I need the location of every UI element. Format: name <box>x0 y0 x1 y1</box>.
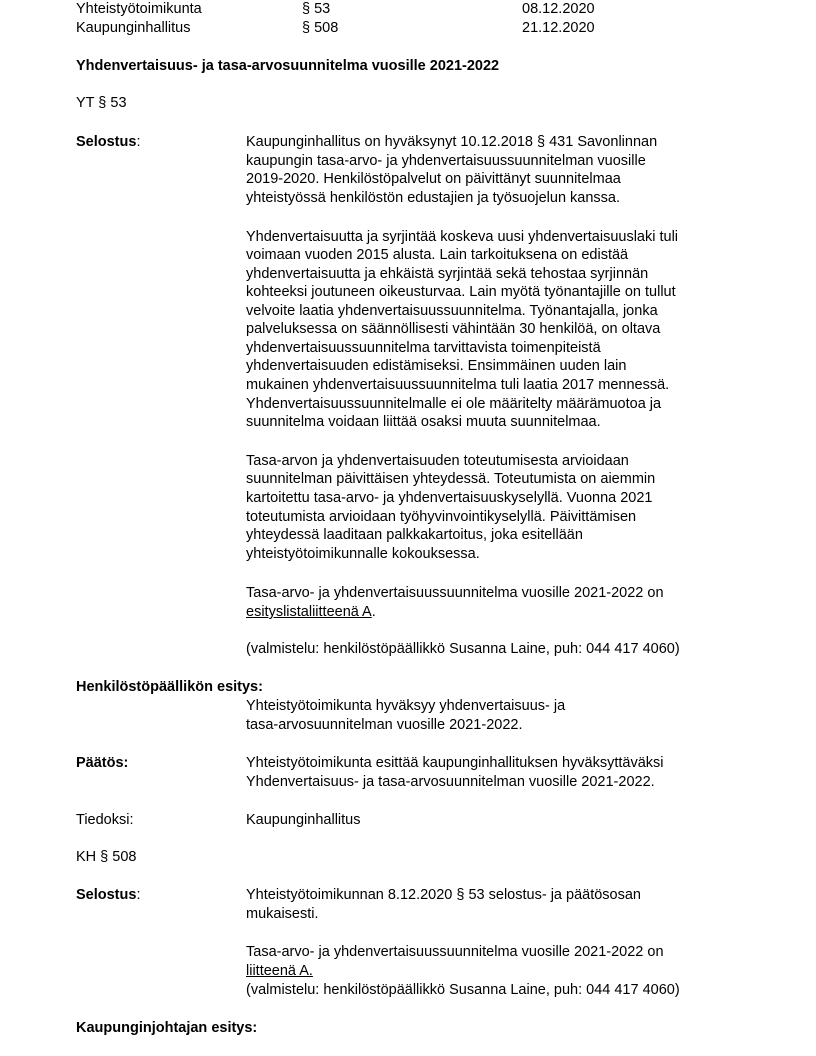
meeting-body: Kaupunginhallitus <box>76 20 191 36</box>
text-line: yhteydessä laaditaan palkkakartoitus, joka esitellään <box>246 527 583 543</box>
yt-selostus-colon: : <box>136 134 141 150</box>
yt-selostus-label <box>76 133 140 152</box>
text-line: yhdenvertaisuussuunnitelma tarvittavista toimenpiteistä <box>246 340 601 356</box>
text-line: Yhteistyötoimikunta esittää kaupunginhallituksen hyväksyttäväksi <box>246 755 664 771</box>
kh-selostus-label <box>76 886 140 905</box>
yt-section-ref: YT § 53 <box>76 95 127 111</box>
kh-selostus-colon: : <box>136 887 141 903</box>
attachment-a-link[interactable]: liitteenä A. <box>246 963 313 979</box>
text-line: Kaupunginhallitus on hyväksynyt 10.12.2018 § 431 Savonlinnan <box>246 134 658 150</box>
text-line: Yhteistyötoimikunnan 8.12.2020 § 53 selostus- ja päätösosan <box>246 887 641 903</box>
text-line: Tasa-arvo- ja yhdenvertaisuussuunnitelma vuosille 2021-2022 on <box>246 944 664 960</box>
meeting-section: § 53 <box>302 1 331 17</box>
text-line: suunnitelman päivittäisen yhteydessä. Toteutumista on aiemmin <box>246 471 656 487</box>
attachment-line <box>246 962 313 981</box>
info-value: Kaupunginhallitus <box>246 812 361 828</box>
text-line: kartoitettu tasa-arvo- ja yhdenvertaisuuskyselyllä. Vuonna 2021 <box>246 490 653 506</box>
meeting-section: § 508 <box>302 20 339 36</box>
meeting-date: 21.12.2020 <box>522 20 595 36</box>
text-line: Tasa-arvon ja yhdenvertaisuuden toteutumisesta arvioidaan <box>246 453 629 469</box>
kh-section-ref: KH § 508 <box>76 849 137 865</box>
text-line: 2019-2020. Henkilöstöpalvelut on päivittänyt suunnitelmaa <box>246 171 621 187</box>
kh-preparation-note: (valmistelu: henkilöstöpäällikkö Susanna Laine, puh: 044 417 4060) <box>246 982 680 998</box>
text-line: Yhdenvertaisuutta ja syrjintää koskeva uusi yhdenvertaisuuslaki tuli <box>246 229 679 245</box>
decision-label: Päätös: <box>76 755 129 771</box>
text-line: kohteeksi joutuneen oikeusturvaa. Lain myötä työnantajille on tullut <box>246 284 676 300</box>
text-line: yhdenvertaisuutta ja ehkäistä syrjintää sekä tehostaa syrjinnän <box>246 266 649 282</box>
attachment-period: . <box>371 604 376 620</box>
text-line: velvoite laatia yhdenvertaisuussuunnitelma. Työnantajalla, jonka <box>246 303 658 319</box>
text-line: kaupungin tasa-arvo- ja yhdenvertaisuussuunnitelman vuosille <box>246 153 646 169</box>
text-line: mukainen yhdenvertaisuussuunnitelma tuli laatia 2017 mennessä. <box>246 377 670 393</box>
text-line: yhteistyössä henkilöstön edustajien ja työsuojelun kanssa. <box>246 190 621 206</box>
text-line: palveluksessa on säännöllisesti vähintään 30 henkilöä, on oltava <box>246 321 661 337</box>
text-line: voimaan vuoden 2015 alusta. Lain tarkoituksena on edistää <box>246 247 629 263</box>
text-line: yhteistyötoimikunnalle kokouksessa. <box>246 546 480 562</box>
text-line: toteutumista arvioidaan työhyvinvointikyselyllä. Päivittämisen <box>246 509 637 525</box>
text-line: mukaisesti. <box>246 906 319 922</box>
mayor-proposal-label: Kaupunginjohtajan esitys: <box>76 1020 258 1036</box>
text-line: suunnitelma voidaan liittää osaksi muuta suunnitelmaa. <box>246 414 601 430</box>
info-label: Tiedoksi: <box>76 812 134 828</box>
meeting-body: Yhteistyötoimikunta <box>76 1 202 17</box>
text-line: tasa-arvosuunnitelman vuosille 2021-2022. <box>246 717 523 733</box>
text-line: Yhdenvertaisuussuunnitelmalle ei ole määritelty määrämuotoa ja <box>246 396 662 412</box>
meeting-date: 08.12.2020 <box>522 1 595 17</box>
text-line: Yhteistyötoimikunta hyväksyy yhdenvertaisuus- ja <box>246 698 566 714</box>
yt-selostus-label-text: Selostus <box>76 134 137 150</box>
attachment-line <box>246 603 376 622</box>
document-title: Yhdenvertaisuus- ja tasa-arvosuunnitelma vuosille 2021-2022 <box>76 58 500 74</box>
yt-preparation-note: (valmistelu: henkilöstöpäällikkö Susanna Laine, puh: 044 417 4060) <box>246 641 680 657</box>
text-line: Yhdenvertaisuus- ja tasa-arvosuunnitelman vuosille 2021-2022. <box>246 774 655 790</box>
attachment-a-link[interactable]: esityslistaliitteenä A <box>246 604 372 620</box>
text-line: Tasa-arvo- ja yhdenvertaisuussuunnitelma vuosille 2021-2022 on <box>246 585 664 601</box>
hr-manager-proposal-label: Henkilöstöpäällikön esitys: <box>76 679 263 695</box>
text-line: yhdenvertaisuuden edistämiseksi. Ensimmäinen uuden lain <box>246 358 627 374</box>
kh-selostus-label-text: Selostus <box>76 887 137 903</box>
